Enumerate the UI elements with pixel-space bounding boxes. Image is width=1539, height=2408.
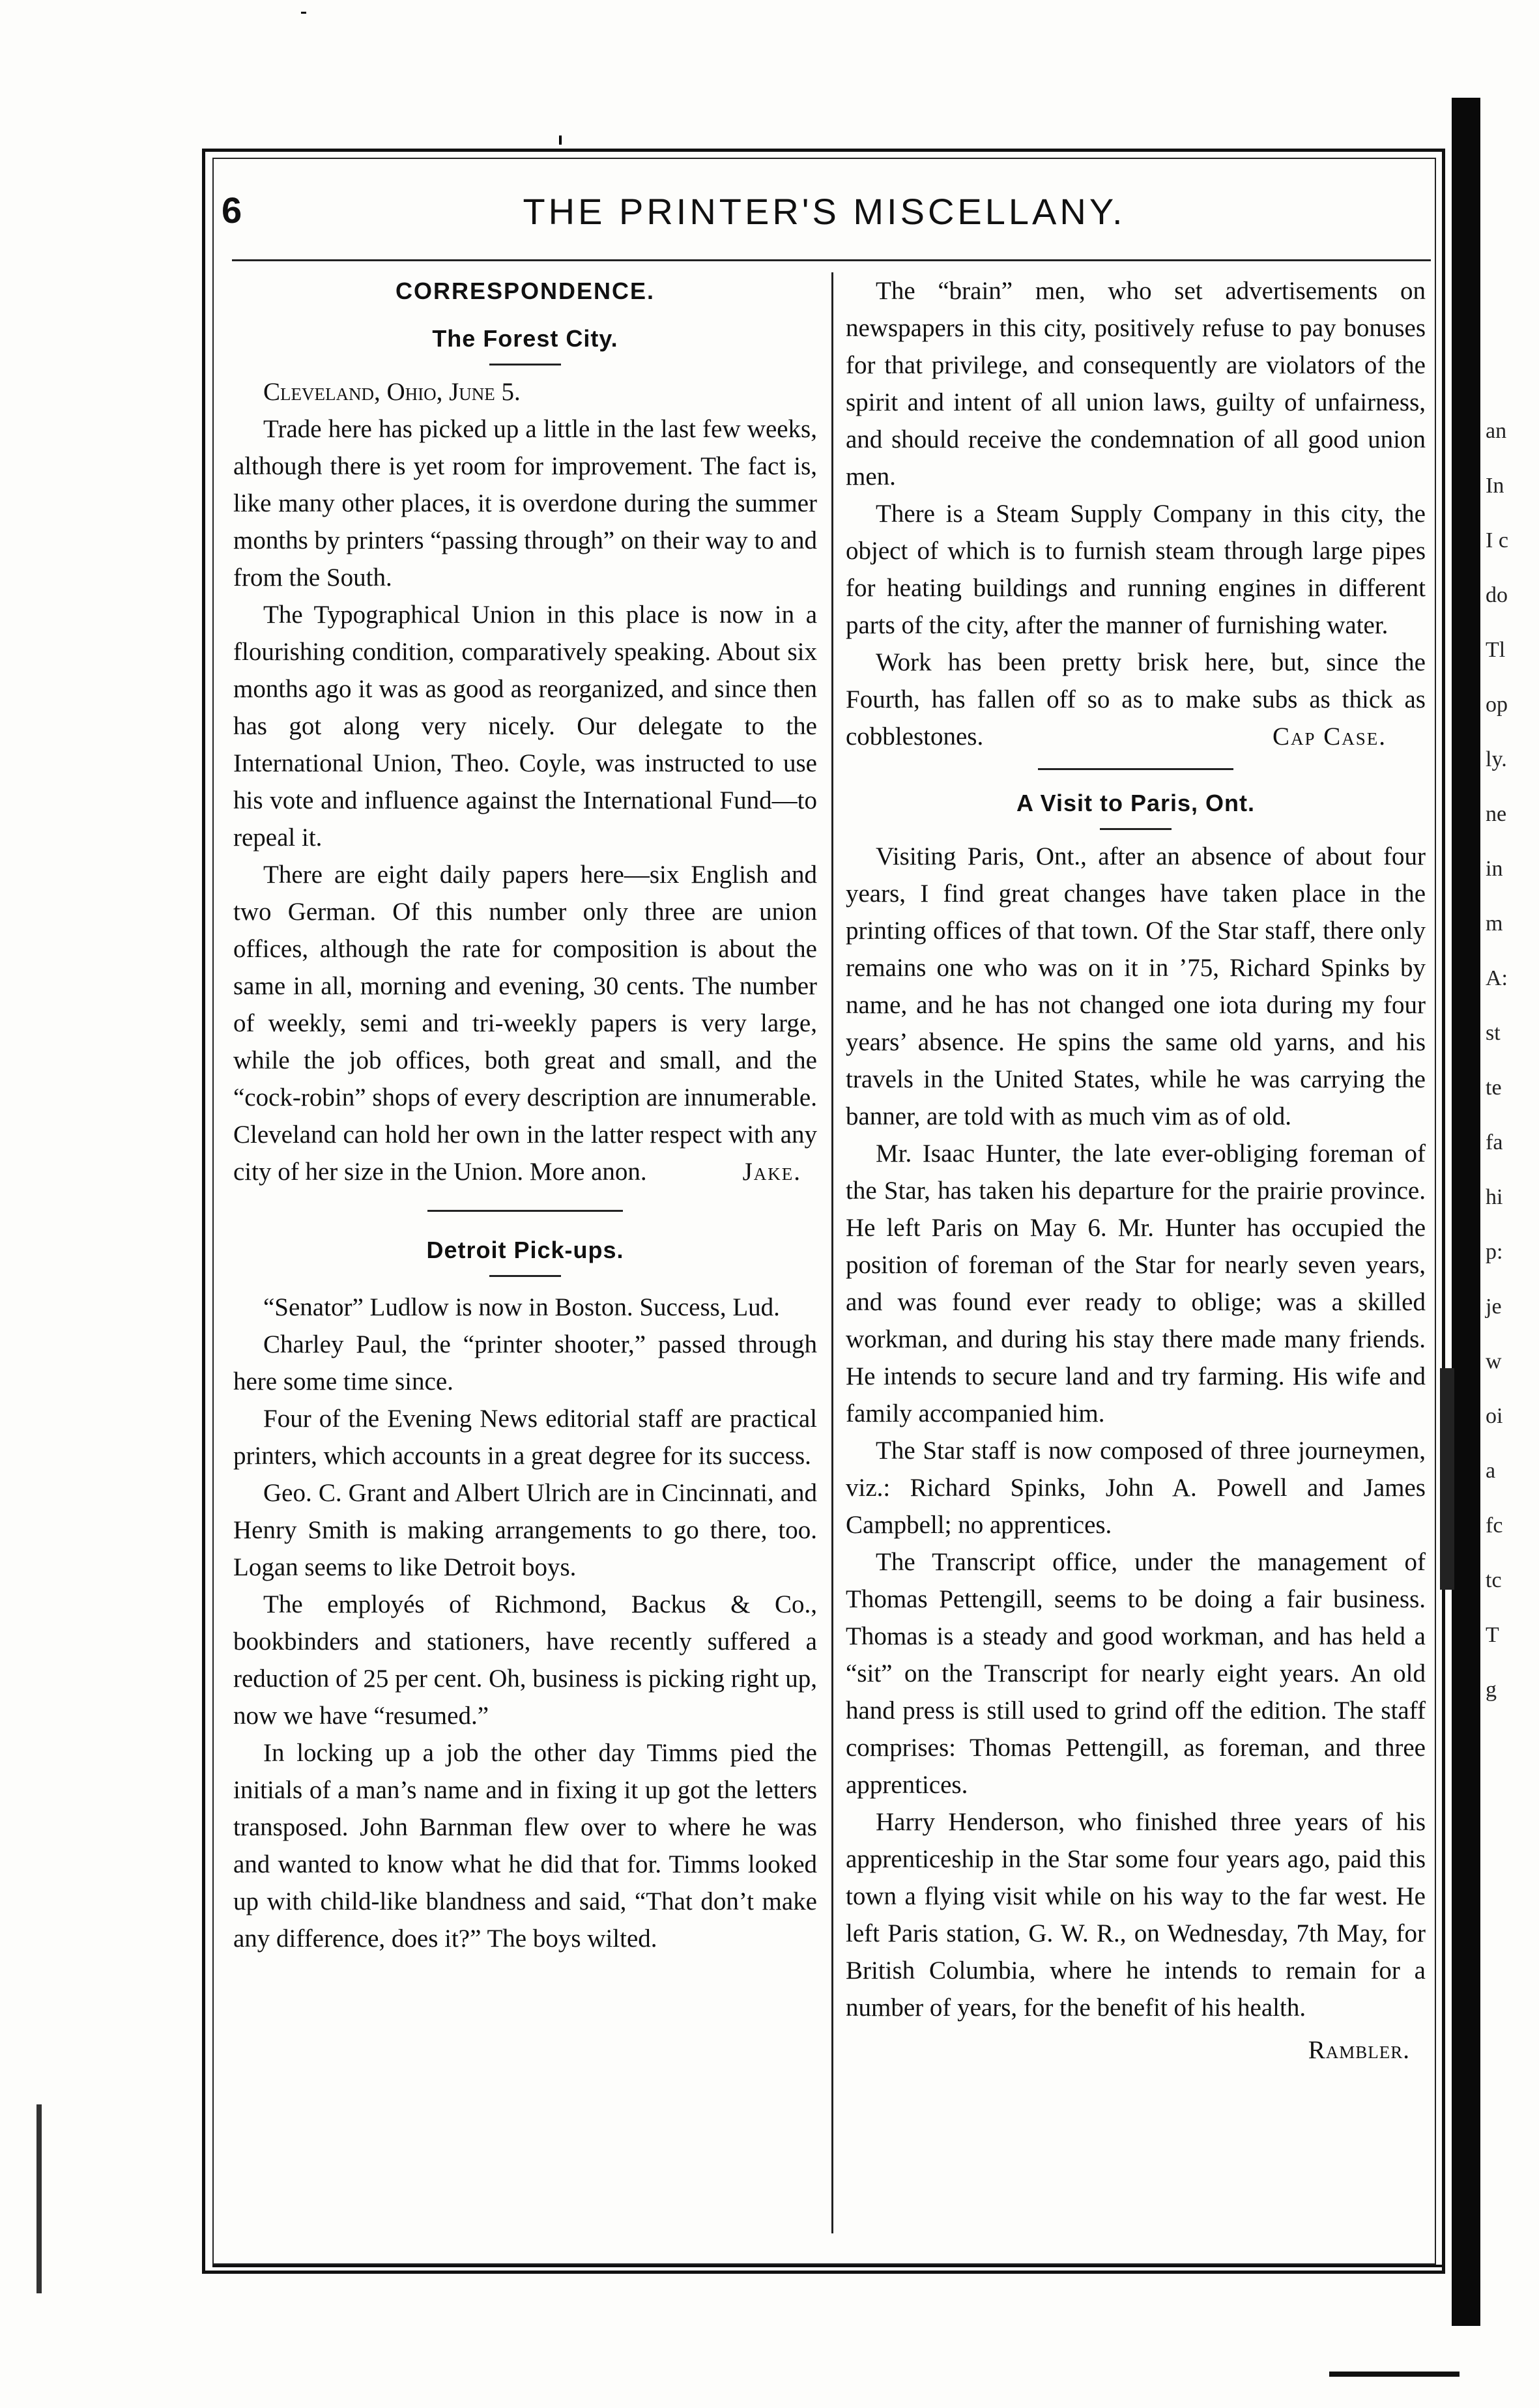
fragment: fa [1486,1130,1503,1154]
article-title: Detroit Pick-ups. [426,1237,624,1263]
article-title: The Forest City. [432,325,618,352]
paragraph: The Star staff is now composed of three journeymen, viz.: Richard Spinks, John A. Powell and James Campbell; no apprentices. [846,1437,1426,1539]
section-rule [427,1210,623,1212]
fragment: fc [1486,1513,1503,1538]
paragraph: Mr. Isaac Hunter, the late ever-obliging foreman of the Star, has taken his departure for the prairie province. He left Paris on May 6. Mr. Hunter has occupied the position of foreman of the Star for nearly seven years, and was found ever ready to oblige; was a skilled workman, and during his stay there made many friends. He intends to secure land and try farming. His wife and family accompanied him. [846,1140,1426,1427]
paragraph: Trade here has picked up a little in the last few weeks, although there is yet room for improvement. The fact is, like many other places, it is overdone during the summer months by printers “passing through” on their way to and from the South. [233,415,817,592]
fragment: tc [1486,1568,1502,1592]
right-column [846,272,1426,2069]
signature: Rambler. [1308,2036,1410,2064]
paragraph: Harry Henderson, who finished three years of his apprenticeship in the Star some four years ago, paid this town a flying visit while on his way to the far west. He left Paris station, G. W. R., on Wednesday, 7th May, for British Columbia, where he intends to remain for a number of years, for the benefit of his health. [846,1808,1426,2022]
scan-speck [301,12,306,14]
fragment: ne [1486,802,1507,826]
fragment: m [1486,911,1503,936]
page-number: 6 [222,190,242,231]
fragment: A: [1486,966,1508,990]
title-rule [489,1275,561,1277]
fragment: op [1486,693,1508,717]
paragraph: There are eight daily papers here—six English and two German. Of this number only three are union offices, although the rate for composition is about the same in all, morning and evening, 30 cents. The number of weekly, semi and tri-weekly papers is very large, while the job offices, both great and small, and the “cock-robin” shops of every description are innumerable. Cleveland can hold her own in the latter respect with any city of her size in the Union. More anon. Jake. [233,856,817,1190]
fragment: a [1486,1459,1496,1483]
paragraph: Charley Paul, the “printer shooter,” passed through here some time since. [233,1330,817,1396]
fragment: g [1486,1678,1497,1702]
left-column [233,272,817,1957]
signature: Jake. [742,1158,801,1186]
scan-speck [559,136,562,145]
fragment: je [1486,1295,1502,1319]
column-divider [831,272,833,2233]
page-header [222,189,1427,261]
scan-binding-shadow [1452,98,1480,2326]
journal-title: THE PRINTER'S MISCELLANY. [523,191,1126,232]
paragraph: Four of the Evening News editorial staff are practical printers, which accounts in a great degree for its success. [233,1405,817,1470]
paragraph: In locking up a job the other day Timms pied the initials of a man’s name and in fixing it up got the letters transposed. John Barnman flew over to where he was and wanted to know what he did that for. Timms looked up with child-like blandness and said, “That don’t make any difference, does it?” The boys wilted. [233,1739,817,1953]
scan-binding-shadow [1440,1368,1454,1590]
paragraph: Visiting Paris, Ont., after an absence of about four years, I find great changes have taken place in the printing offices of that town. Of the Star staff, there only remains one who was on it in ’75, Richard Spinks by name, and he has not changed one iota during my four years’ absence. He spins the same old yarns, and his travels in the United States, while he was carrying the banner, are told with as much vim as of old. [846,842,1426,1130]
title-rule [489,364,561,366]
fragment: hi [1486,1185,1503,1209]
paragraph: The Typographical Union in this place is now in a flourishing condition, comparatively speaking. About six months ago it was as good as reorganized, and since then has got along very nicely. Our delegate to the International Union, Theo. Coyle, was instructed to use his vote and influence against the International Fund—to repeal it. [233,601,817,852]
fragment: p: [1486,1240,1503,1264]
section-rule [1038,768,1233,770]
scan-edge-mark [36,2104,42,2293]
paragraph: The employés of Richmond, Backus & Co., bookbinders and stationers, have recently suffered a reduction of 25 per cent. Oh, business is picking right up, now we have “resumed.” [233,1590,817,1730]
fragment: te [1486,1076,1502,1100]
fragment: in [1486,857,1503,881]
dateline: Cleveland, Ohio, June 5. [263,378,521,406]
section-heading: CORRESPONDENCE. [395,278,655,304]
paragraph: Work has been pretty brisk here, but, since the Fourth, has fallen off so as to make subs as thick as cobblestones. Cap Case. [846,644,1426,755]
paragraph: Geo. C. Grant and Albert Ulrich are in Cincinnati, and Henry Smith is making arrangements to go there, too. Logan seems to like Detroit boys. [233,1479,817,1581]
footer-rule [212,2265,1444,2267]
title-rule [1100,828,1172,830]
fragment: Tl [1486,638,1506,662]
adjacent-page-fragments [1486,404,1538,1717]
fragment: ly. [1486,747,1507,771]
scan-edge-mark [1329,2372,1460,2377]
paragraph: The Transcript office, under the management of Thomas Pettengill, seems to be doing a fair business. Thomas is a steady and good workman, and has held a “sit” on the Transcript for nearly eight years. An old hand press is still used to grind off the edition. The staff comprises: Thomas Pettengill, as foreman, and three apprentices. [846,1548,1426,1799]
paragraph: There is a Steam Supply Company in this city, the object of which is to furnish steam through large pipes for heating buildings and running engines in different parts of the city, after the manner of furnishing water. [846,500,1426,639]
fragment: an [1486,419,1507,443]
fragment: st [1486,1021,1501,1045]
fragment: w [1486,1349,1502,1373]
fragment: do [1486,583,1508,607]
paragraph: “Senator” Ludlow is now in Boston. Success, Lud. [263,1293,780,1321]
fragment: oi [1486,1404,1503,1428]
header-rule [232,259,1431,261]
signature: Cap Case. [1272,723,1387,751]
paragraph: The “brain” men, who set advertisements on newspapers in this city, positively refuse to pay bonuses for that privilege, and consequently are violators of the spirit and intent of all union laws, guilty of unfairness, and should receive the condemnation of all good union men. [846,277,1426,491]
fragment: In [1486,474,1504,498]
fragment: I c [1486,528,1508,552]
fragment: T [1486,1623,1499,1647]
article-title: A Visit to Paris, Ont. [1016,790,1256,816]
